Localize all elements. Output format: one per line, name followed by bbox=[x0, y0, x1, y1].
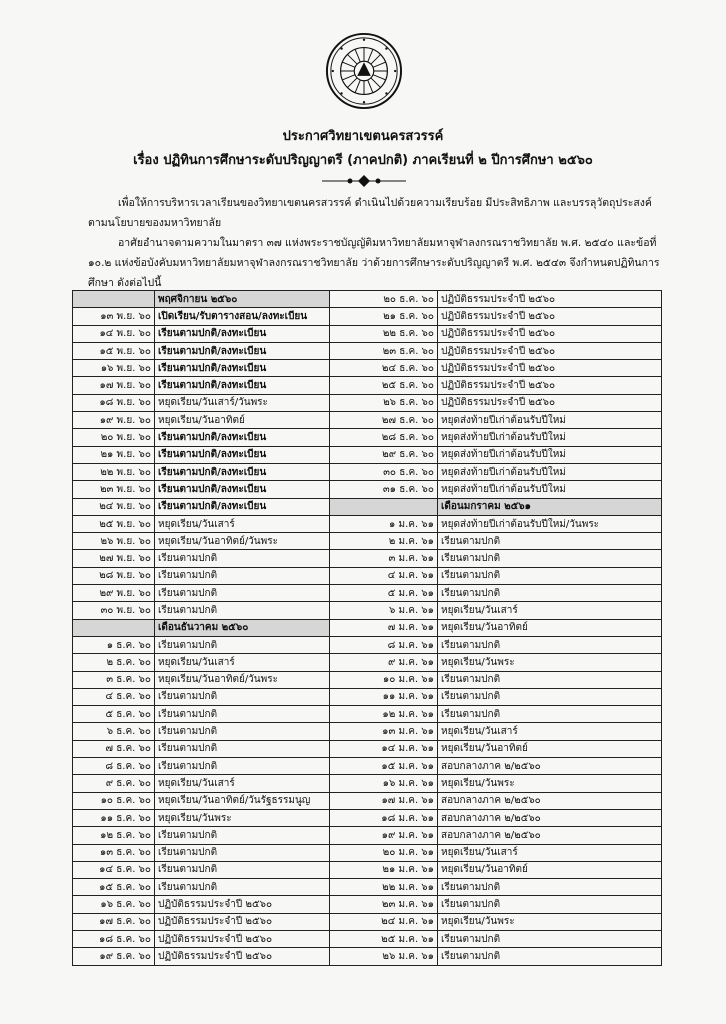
table-row bbox=[73, 342, 662, 359]
right-date-cell: ๓๐ ธ.ค. ๖๐ bbox=[330, 463, 438, 480]
left-activity-cell: หยุดเรียน/วันเสาร์ bbox=[155, 654, 330, 671]
left-activity-cell: เรียนตามปกติ/ลงทะเบียน bbox=[155, 325, 330, 342]
table-row bbox=[73, 723, 662, 740]
right-activity-cell: เรียนตามปกติ bbox=[438, 585, 662, 602]
right-date-cell: ๑๔ ม.ค. ๖๑ bbox=[330, 740, 438, 757]
right-activity-cell: ปฏิบัติธรรมประจำปี ๒๕๖๐ bbox=[438, 325, 662, 342]
left-activity-cell: หยุดเรียน/วันอาทิตย์/วันพระ bbox=[155, 533, 330, 550]
right-activity-cell: หยุดส่งท้ายปีเก่าต้อนรับปีใหม่ bbox=[438, 481, 662, 498]
left-activity-cell: เรียนตามปกติ bbox=[155, 602, 330, 619]
right-activity-cell: ปฏิบัติธรรมประจำปี ๒๕๖๐ bbox=[438, 308, 662, 325]
left-activity-cell: เรียนตามปกติ/ลงทะเบียน bbox=[155, 463, 330, 480]
left-date-cell: ๑๖ พ.ย. ๖๐ bbox=[73, 360, 155, 377]
right-activity-cell: เรียนตามปกติ bbox=[438, 688, 662, 705]
table-row bbox=[73, 740, 662, 757]
right-date-cell: ๑๒ ม.ค. ๖๑ bbox=[330, 706, 438, 723]
left-date-cell: ๒๕ พ.ย. ๖๐ bbox=[73, 515, 155, 532]
left-activity-cell: หยุดเรียน/วันเสาร์/วันพระ bbox=[155, 394, 330, 411]
ornament-divider-icon bbox=[322, 175, 406, 187]
left-activity-cell: ปฏิบัติธรรมประจำปี ๒๕๖๐ bbox=[155, 896, 330, 913]
left-date-cell: ๒๔ พ.ย. ๖๐ bbox=[73, 498, 155, 515]
right-date-cell: ๑๑ ม.ค. ๖๑ bbox=[330, 688, 438, 705]
right-date-cell: ๑๗ ม.ค. ๖๑ bbox=[330, 792, 438, 809]
right-date-cell: ๑๕ ม.ค. ๖๑ bbox=[330, 758, 438, 775]
table-row bbox=[73, 446, 662, 463]
right-activity-cell: หยุดส่งท้ายปีเก่าต้อนรับปีใหม่ bbox=[438, 446, 662, 463]
table-row bbox=[73, 861, 662, 878]
left-activity-cell: เรียนตามปกติ bbox=[155, 723, 330, 740]
table-row bbox=[73, 291, 662, 308]
left-activity-cell: เรียนตามปกติ bbox=[155, 740, 330, 757]
right-date-cell: ๗ ม.ค. ๖๑ bbox=[330, 619, 438, 636]
left-activity-cell: เรียนตามปกติ bbox=[155, 861, 330, 878]
left-date-cell: ๖ ธ.ค. ๖๐ bbox=[73, 723, 155, 740]
right-date-cell: ๒๔ ธ.ค. ๖๐ bbox=[330, 360, 438, 377]
right-activity-cell: เรียนตามปกติ bbox=[438, 948, 662, 965]
table-row bbox=[73, 930, 662, 947]
right-activity-cell: เรียนตามปกติ bbox=[438, 930, 662, 947]
left-activity-cell: หยุดเรียน/วันอาทิตย์ bbox=[155, 412, 330, 429]
left-date-cell: ๑๒ ธ.ค. ๖๐ bbox=[73, 827, 155, 844]
right-date-cell: ๒๕ ม.ค. ๖๑ bbox=[330, 930, 438, 947]
right-activity-cell: สอบกลางภาค ๒/๒๕๖๐ bbox=[438, 809, 662, 826]
right-date-cell: ๒๖ ม.ค. ๖๑ bbox=[330, 948, 438, 965]
left-activity-cell: เรียนตามปกติ/ลงทะเบียน bbox=[155, 360, 330, 377]
right-date-cell: ๒๖ ธ.ค. ๖๐ bbox=[330, 394, 438, 411]
right-activity-cell: ปฏิบัติธรรมประจำปี ๒๕๖๐ bbox=[438, 360, 662, 377]
left-activity-cell: หยุดเรียน/วันเสาร์ bbox=[155, 515, 330, 532]
intro-paragraph-2: อาศัยอำนาจตามความในมาตรา ๓๗ แห่งพระราชบัญญัติมหาวิทยาลัยมหาจุฬาลงกรณราชวิทยาลัย พ.ศ. ๒๕๔๐ และข้อที่ ๑๐.๒ แห่งข้อบังคับมหาวิทยาลัยมหาจุฬาลงกรณราชวิทยาลัย ว่าด้วยการศึกษาระดับปริญญาตรี พ.ศ. ๒๕๔๓ จึงกำหนดปฏิทินการศึกษา ดังต่อไปนี้ bbox=[88, 237, 660, 289]
left-activity-cell: เรียนตามปกติ bbox=[155, 879, 330, 896]
right-activity-cell: หยุดส่งท้ายปีเก่าต้อนรับปีใหม่/วันพระ bbox=[438, 515, 662, 532]
table-row bbox=[73, 896, 662, 913]
table-row bbox=[73, 325, 662, 342]
left-activity-cell: เรียนตามปกติ/ลงทะเบียน bbox=[155, 446, 330, 463]
table-row bbox=[73, 809, 662, 826]
left-activity-cell: เรียนตามปกติ/ลงทะเบียน bbox=[155, 342, 330, 359]
right-activity-cell: เรียนตามปกติ bbox=[438, 706, 662, 723]
left-activity-cell: หยุดเรียน/วันอาทิตย์/วันรัฐธรรมนูญ bbox=[155, 792, 330, 809]
table-row bbox=[73, 567, 662, 584]
left-activity-cell: เรียนตามปกติ bbox=[155, 706, 330, 723]
right-activity-cell: หยุดส่งท้ายปีเก่าต้อนรับปีใหม่ bbox=[438, 429, 662, 446]
left-activity-cell: ปฏิบัติธรรมประจำปี ๒๕๖๐ bbox=[155, 948, 330, 965]
left-date-cell: ๘ ธ.ค. ๖๐ bbox=[73, 758, 155, 775]
right-activity-cell: ปฏิบัติธรรมประจำปี ๒๕๖๐ bbox=[438, 377, 662, 394]
left-activity-cell: เรียนตามปกติ/ลงทะเบียน bbox=[155, 481, 330, 498]
right-date-cell: ๘ ม.ค. ๖๑ bbox=[330, 636, 438, 653]
table-row bbox=[73, 394, 662, 411]
left-date-cell: ๑ ธ.ค. ๖๐ bbox=[73, 636, 155, 653]
right-activity-cell: หยุดส่งท้ายปีเก่าต้อนรับปีใหม่ bbox=[438, 412, 662, 429]
table-row bbox=[73, 844, 662, 861]
right-date-cell: ๙ ม.ค. ๖๑ bbox=[330, 654, 438, 671]
right-activity-cell: หยุดส่งท้ายปีเก่าต้อนรับปีใหม่ bbox=[438, 463, 662, 480]
right-activity-cell: ปฏิบัติธรรมประจำปี ๒๕๖๐ bbox=[438, 394, 662, 411]
left-date-cell bbox=[73, 291, 155, 308]
left-date-cell: ๑๔ พ.ย. ๖๐ bbox=[73, 325, 155, 342]
right-activity-cell: เรียนตามปกติ bbox=[438, 533, 662, 550]
left-date-cell: ๒ ธ.ค. ๖๐ bbox=[73, 654, 155, 671]
right-activity-cell: หยุดเรียน/วันพระ bbox=[438, 913, 662, 930]
right-date-cell: ๒๒ ธ.ค. ๖๐ bbox=[330, 325, 438, 342]
left-activity-cell: เรียนตามปกติ bbox=[155, 585, 330, 602]
table-row bbox=[73, 463, 662, 480]
table-row bbox=[73, 533, 662, 550]
left-activity-cell: เรียนตามปกติ bbox=[155, 550, 330, 567]
table-row bbox=[73, 481, 662, 498]
right-date-cell: ๓๑ ธ.ค. ๖๐ bbox=[330, 481, 438, 498]
left-date-cell: ๑๖ ธ.ค. ๖๐ bbox=[73, 896, 155, 913]
right-date-cell: ๒๑ ม.ค. ๖๑ bbox=[330, 861, 438, 878]
academic-calendar-table bbox=[72, 290, 662, 966]
right-activity-cell: หยุดเรียน/วันเสาร์ bbox=[438, 723, 662, 740]
left-date-cell: ๒๐ พ.ย. ๖๐ bbox=[73, 429, 155, 446]
right-date-cell: ๑ ม.ค. ๖๑ bbox=[330, 515, 438, 532]
month-header-cell: เดือนมกราคม ๒๕๖๑ bbox=[438, 498, 662, 515]
left-date-cell: ๑๘ ธ.ค. ๖๐ bbox=[73, 930, 155, 947]
right-date-cell: ๒๕ ธ.ค. ๖๐ bbox=[330, 377, 438, 394]
intro-paragraph-1: เพื่อให้การบริหารเวลาเรียนของวิทยาเขตนครสวรรค์ ดำเนินไปด้วยความเรียบร้อย มีประสิทธิภาพ และบรรลุวัตถุประสงค์ตามนโยบายของมหาวิทยาลัย bbox=[88, 197, 652, 229]
left-date-cell: ๒๑ พ.ย. ๖๐ bbox=[73, 446, 155, 463]
left-activity-cell: เรียนตามปกติ bbox=[155, 844, 330, 861]
right-activity-cell: หยุดเรียน/วันเสาร์ bbox=[438, 844, 662, 861]
left-date-cell: ๒๙ พ.ย. ๖๐ bbox=[73, 585, 155, 602]
left-date-cell: ๓๐ พ.ย. ๖๐ bbox=[73, 602, 155, 619]
right-activity-cell: หยุดเรียน/วันเสาร์ bbox=[438, 602, 662, 619]
right-date-cell: ๒๐ ม.ค. ๖๑ bbox=[330, 844, 438, 861]
right-date-cell: ๒๘ ธ.ค. ๖๐ bbox=[330, 429, 438, 446]
month-header-cell: พฤศจิกายน ๒๕๖๐ bbox=[155, 291, 330, 308]
right-date-cell: ๕ ม.ค. ๖๑ bbox=[330, 585, 438, 602]
right-activity-cell: ปฏิบัติธรรมประจำปี ๒๕๖๐ bbox=[438, 342, 662, 359]
left-date-cell: ๒๗ พ.ย. ๖๐ bbox=[73, 550, 155, 567]
left-date-cell: ๑๗ ธ.ค. ๖๐ bbox=[73, 913, 155, 930]
left-date-cell: ๕ ธ.ค. ๖๐ bbox=[73, 706, 155, 723]
table-row bbox=[73, 706, 662, 723]
table-row bbox=[73, 688, 662, 705]
table-row bbox=[73, 412, 662, 429]
right-activity-cell: สอบกลางภาค ๒/๒๕๖๐ bbox=[438, 792, 662, 809]
table-row bbox=[73, 429, 662, 446]
table-row bbox=[73, 671, 662, 688]
right-date-cell: ๒ ม.ค. ๖๑ bbox=[330, 533, 438, 550]
table-row bbox=[73, 308, 662, 325]
left-date-cell: ๑๔ ธ.ค. ๖๐ bbox=[73, 861, 155, 878]
right-date-cell: ๒๓ ม.ค. ๖๑ bbox=[330, 896, 438, 913]
table-row bbox=[73, 792, 662, 809]
table-row bbox=[73, 879, 662, 896]
right-date-cell: ๑๐ ม.ค. ๖๑ bbox=[330, 671, 438, 688]
left-date-cell: ๑๐ ธ.ค. ๖๐ bbox=[73, 792, 155, 809]
left-activity-cell: เรียนตามปกติ bbox=[155, 636, 330, 653]
university-seal-icon bbox=[325, 32, 403, 110]
right-date-cell: ๖ ม.ค. ๖๑ bbox=[330, 602, 438, 619]
right-activity-cell: หยุดเรียน/วันอาทิตย์ bbox=[438, 740, 662, 757]
left-date-cell: ๑๕ ธ.ค. ๖๐ bbox=[73, 879, 155, 896]
right-activity-cell: เรียนตามปกติ bbox=[438, 550, 662, 567]
table-row bbox=[73, 654, 662, 671]
right-activity-cell: หยุดเรียน/วันอาทิตย์ bbox=[438, 619, 662, 636]
table-row bbox=[73, 948, 662, 965]
right-date-cell: ๒๔ ม.ค. ๖๑ bbox=[330, 913, 438, 930]
calendar-body bbox=[73, 291, 662, 966]
left-date-cell: ๑๓ ธ.ค. ๖๐ bbox=[73, 844, 155, 861]
left-activity-cell: ปฏิบัติธรรมประจำปี ๒๕๖๐ bbox=[155, 930, 330, 947]
left-activity-cell: เรียนตามปกติ/ลงทะเบียน bbox=[155, 377, 330, 394]
table-row bbox=[73, 585, 662, 602]
right-activity-cell: เรียนตามปกติ bbox=[438, 671, 662, 688]
right-activity-cell: เรียนตามปกติ bbox=[438, 896, 662, 913]
table-row bbox=[73, 775, 662, 792]
table-row bbox=[73, 498, 662, 515]
left-activity-cell: เรียนตามปกติ bbox=[155, 688, 330, 705]
left-date-cell: ๒๘ พ.ย. ๖๐ bbox=[73, 567, 155, 584]
right-activity-cell: ปฏิบัติธรรมประจำปี ๒๕๖๐ bbox=[438, 291, 662, 308]
right-date-cell: ๒๐ ธ.ค. ๖๐ bbox=[330, 291, 438, 308]
left-activity-cell: หยุดเรียน/วันอาทิตย์/วันพระ bbox=[155, 671, 330, 688]
left-activity-cell: ปฏิบัติธรรมประจำปี ๒๕๖๐ bbox=[155, 913, 330, 930]
document-title: ประกาศวิทยาเขตนครสวรรค์ bbox=[282, 129, 444, 144]
right-date-cell: ๑๙ ม.ค. ๖๑ bbox=[330, 827, 438, 844]
right-date-cell: ๒๙ ธ.ค. ๖๐ bbox=[330, 446, 438, 463]
right-activity-cell: สอบกลางภาค ๒/๒๕๖๐ bbox=[438, 758, 662, 775]
right-date-cell: ๒๑ ธ.ค. ๖๐ bbox=[330, 308, 438, 325]
left-activity-cell: หยุดเรียน/วันพระ bbox=[155, 809, 330, 826]
left-date-cell: ๑๑ ธ.ค. ๖๐ bbox=[73, 809, 155, 826]
table-row bbox=[73, 602, 662, 619]
left-date-cell: ๓ ธ.ค. ๖๐ bbox=[73, 671, 155, 688]
left-date-cell: ๑๕ พ.ย. ๖๐ bbox=[73, 342, 155, 359]
table-row bbox=[73, 377, 662, 394]
right-date-cell: ๓ ม.ค. ๖๑ bbox=[330, 550, 438, 567]
left-date-cell: ๔ ธ.ค. ๖๐ bbox=[73, 688, 155, 705]
left-activity-cell: เรียนตามปกติ/ลงทะเบียน bbox=[155, 498, 330, 515]
right-activity-cell: สอบกลางภาค ๒/๒๕๖๐ bbox=[438, 827, 662, 844]
left-activity-cell: เปิดเรียน/รับตารางสอน/ลงทะเบียน bbox=[155, 308, 330, 325]
left-activity-cell: เรียนตามปกติ bbox=[155, 827, 330, 844]
right-activity-cell: เรียนตามปกติ bbox=[438, 636, 662, 653]
right-activity-cell: หยุดเรียน/วันอาทิตย์ bbox=[438, 861, 662, 878]
document-subject: เรื่อง ปฏิทินการศึกษาระดับปริญญาตรี (ภาคปกติ) ภาคเรียนที่ ๒ ปีการศึกษา ๒๕๖๐ bbox=[133, 153, 593, 168]
right-activity-cell: หยุดเรียน/วันพระ bbox=[438, 654, 662, 671]
left-activity-cell: หยุดเรียน/วันเสาร์ bbox=[155, 775, 330, 792]
left-date-cell: ๑๙ พ.ย. ๖๐ bbox=[73, 412, 155, 429]
month-header-cell: เดือนธันวาคม ๒๕๖๐ bbox=[155, 619, 330, 636]
table-row bbox=[73, 758, 662, 775]
left-activity-cell: เรียนตามปกติ bbox=[155, 567, 330, 584]
right-activity-cell: เรียนตามปกติ bbox=[438, 567, 662, 584]
table-row bbox=[73, 827, 662, 844]
table-row bbox=[73, 636, 662, 653]
right-date-cell: ๒๓ ธ.ค. ๖๐ bbox=[330, 342, 438, 359]
right-activity-cell: หยุดเรียน/วันพระ bbox=[438, 775, 662, 792]
left-date-cell: ๗ ธ.ค. ๖๐ bbox=[73, 740, 155, 757]
left-date-cell: ๒๓ พ.ย. ๖๐ bbox=[73, 481, 155, 498]
right-date-cell: ๑๓ ม.ค. ๖๑ bbox=[330, 723, 438, 740]
left-activity-cell: เรียนตามปกติ bbox=[155, 758, 330, 775]
left-date-cell: ๒๖ พ.ย. ๖๐ bbox=[73, 533, 155, 550]
right-date-cell: ๔ ม.ค. ๖๑ bbox=[330, 567, 438, 584]
left-date-cell: ๑๓ พ.ย. ๖๐ bbox=[73, 308, 155, 325]
right-date-cell: ๑๘ ม.ค. ๖๑ bbox=[330, 809, 438, 826]
right-date-cell bbox=[330, 498, 438, 515]
left-date-cell: ๑๗ พ.ย. ๖๐ bbox=[73, 377, 155, 394]
table-row bbox=[73, 619, 662, 636]
left-date-cell: ๙ ธ.ค. ๖๐ bbox=[73, 775, 155, 792]
table-row bbox=[73, 360, 662, 377]
table-row bbox=[73, 913, 662, 930]
table-row bbox=[73, 550, 662, 567]
left-date-cell bbox=[73, 619, 155, 636]
right-date-cell: ๒๒ ม.ค. ๖๑ bbox=[330, 879, 438, 896]
left-date-cell: ๑๘ พ.ย. ๖๐ bbox=[73, 394, 155, 411]
right-activity-cell: เรียนตามปกติ bbox=[438, 879, 662, 896]
left-date-cell: ๑๙ ธ.ค. ๖๐ bbox=[73, 948, 155, 965]
left-activity-cell: เรียนตามปกติ/ลงทะเบียน bbox=[155, 429, 330, 446]
right-date-cell: ๑๖ ม.ค. ๖๑ bbox=[330, 775, 438, 792]
table-row bbox=[73, 515, 662, 532]
left-date-cell: ๒๒ พ.ย. ๖๐ bbox=[73, 463, 155, 480]
right-date-cell: ๒๗ ธ.ค. ๖๐ bbox=[330, 412, 438, 429]
